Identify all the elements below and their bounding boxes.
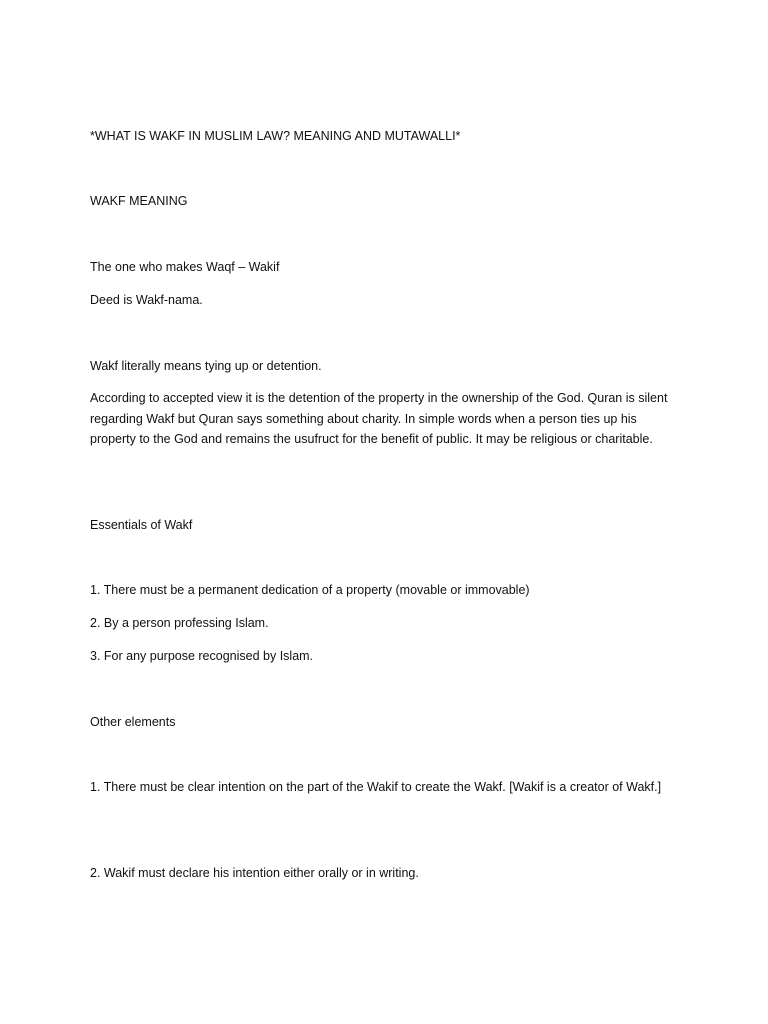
list-item-other-1: 1. There must be clear intention on the part of the Wakif to create the Wakf. [Wakif is a creator of Wakf.]: [90, 780, 662, 794]
paragraph-maker: The one who makes Waqf – Wakif: [90, 260, 280, 274]
paragraph-deed: Deed is Wakf-nama.: [90, 293, 203, 307]
section-heading-meaning: WAKF MEANING: [90, 194, 188, 208]
section-heading-essentials: Essentials of Wakf: [90, 518, 193, 532]
document-title: *WHAT IS WAKF IN MUSLIM LAW? MEANING AND MUTAWALLI*: [90, 129, 461, 143]
paragraph-accepted-view: According to accepted view it is the detention of the property in the ownership of the God. Quran is silent regarding Wakf but Quran says something about charity. In simple words when a person ties up his property to the God and remains the usufruct for the benefit of public. It may be religious or charitable.: [90, 391, 668, 446]
paragraph-literal-meaning: Wakf literally means tying up or detention.: [90, 359, 322, 373]
list-item-essential-2: 2. By a person professing Islam.: [90, 616, 269, 630]
list-item-essential-3: 3. For any purpose recognised by Islam.: [90, 649, 314, 663]
section-heading-other-elements: Other elements: [90, 715, 176, 729]
list-item-essential-1: 1. There must be a permanent dedication of a property (movable or immovable): [90, 583, 530, 597]
list-item-other-2: 2. Wakif must declare his intention either orally or in writing.: [90, 866, 419, 880]
